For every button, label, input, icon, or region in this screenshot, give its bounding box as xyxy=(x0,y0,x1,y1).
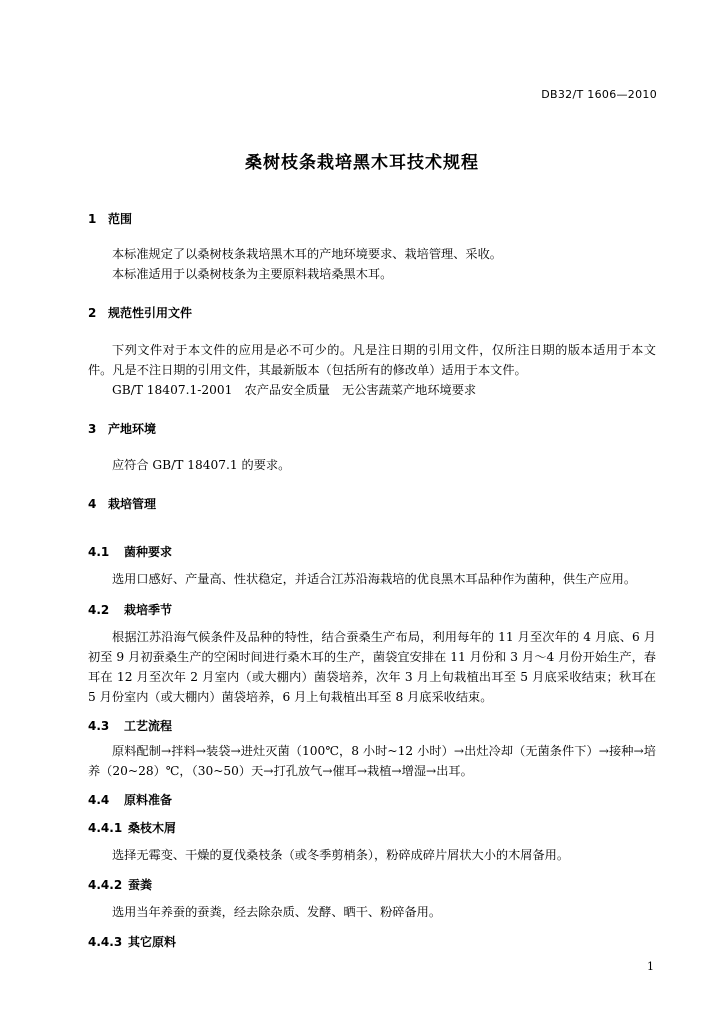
paragraph: 原料配制→拌料→装袋→进灶灭菌（100℃，8 小时~12 小时）→出灶冷却（无菌条件下）→接种→培养（20~28）℃，（30~50）天→打孔放气→催耳→栽植→增湿→出耳。 xyxy=(88,744,656,778)
paragraph: 选择无霉变、干燥的夏伐桑枝条（或冬季剪梢条），粉碎成碎片屑状大小的木屑备用。 xyxy=(112,848,570,862)
section-title: 规范性引用文件 xyxy=(108,306,193,320)
section-4-4-2-heading xyxy=(88,876,152,893)
section-number: 4.4.3 xyxy=(88,935,123,949)
section-title: 其它原料 xyxy=(128,935,177,949)
section-number: 4.4.1 xyxy=(88,821,123,835)
section-number: 1 xyxy=(88,212,97,226)
section-number: 4.3 xyxy=(88,719,110,733)
section-number: 4.2 xyxy=(88,603,110,617)
section-4-3-heading xyxy=(88,717,172,734)
paragraph: 选用口感好、产量高、性状稳定，并适合江苏沿海栽培的优良黑木耳品种作为菌种，供生产应用。 xyxy=(112,572,637,586)
section-4-2-heading xyxy=(88,601,172,618)
paragraph: 选用当年养蚕的蚕粪，经去除杂质、发酵、晒干、粉碎备用。 xyxy=(112,905,442,919)
paragraph: 下列文件对于本文件的应用是必不可少的。凡是注日期的引用文件，仅所注日期的版本适用于本文件。凡是不注日期的引用文件，其最新版本（包括所有的修改单）适用于本文件。 xyxy=(88,343,656,377)
section-number: 4.1 xyxy=(88,545,110,559)
section-2-heading xyxy=(88,304,192,321)
section-number: 4.4 xyxy=(88,793,110,807)
section-title: 原料准备 xyxy=(124,793,173,807)
section-title: 产地环境 xyxy=(108,422,157,436)
document-title: 桑树枝条栽培黑木耳技术规程 xyxy=(245,153,479,173)
section-number: 2 xyxy=(88,306,97,320)
section-title: 菌种要求 xyxy=(124,545,173,559)
section-title: 工艺流程 xyxy=(124,719,173,733)
section-title: 桑枝木屑 xyxy=(128,821,177,835)
paragraph: 根据江苏沿海气候条件及品种的特性，结合蚕桑生产布局，利用每年的 11 月至次年的 4 月底、6 月初至 9 月初蚕桑生产的空闲时间进行桑木耳的生产，菌袋宜安排在 11 月份和 3 月～4 月份开始生产，春耳在 12 月至次年 2 月室内（或大棚内）菌袋培养，次年 3 月上旬栽植出耳至 5 月底采收结束；秋耳在 5 月份室内（或大棚内）菌袋培养，6 月上旬栽植出耳至 8 月底采收结束。 xyxy=(88,630,656,704)
paragraph: GB/T 18407.1-2001 农产品安全质量 无公害蔬菜产地环境要求 xyxy=(112,383,477,397)
section-4-4-1-heading xyxy=(88,819,176,836)
section-1-heading xyxy=(88,210,132,227)
section-title: 范围 xyxy=(108,212,133,226)
section-title: 栽培季节 xyxy=(124,603,173,617)
paragraph: 应符合 GB/T 18407.1 的要求。 xyxy=(112,458,291,472)
section-4-1-heading xyxy=(88,543,172,560)
section-title: 蚕粪 xyxy=(128,878,153,892)
section-4-4-3-heading xyxy=(88,933,176,950)
paragraph: 本标准规定了以桑树枝条栽培黑木耳的产地环境要求、栽培管理、采收。 xyxy=(112,247,502,261)
page-number: 1 xyxy=(647,960,654,973)
section-4-4-heading xyxy=(88,791,172,808)
section-3-heading xyxy=(88,420,156,437)
paragraph: 本标准适用于以桑树枝条为主要原料栽培桑黑木耳。 xyxy=(112,267,393,281)
section-4-heading xyxy=(88,495,156,512)
standard-code: DB32/T 1606—2010 xyxy=(541,88,657,101)
section-number: 4 xyxy=(88,497,97,511)
section-number: 4.4.2 xyxy=(88,878,123,892)
section-title: 栽培管理 xyxy=(108,497,157,511)
section-number: 3 xyxy=(88,422,97,436)
